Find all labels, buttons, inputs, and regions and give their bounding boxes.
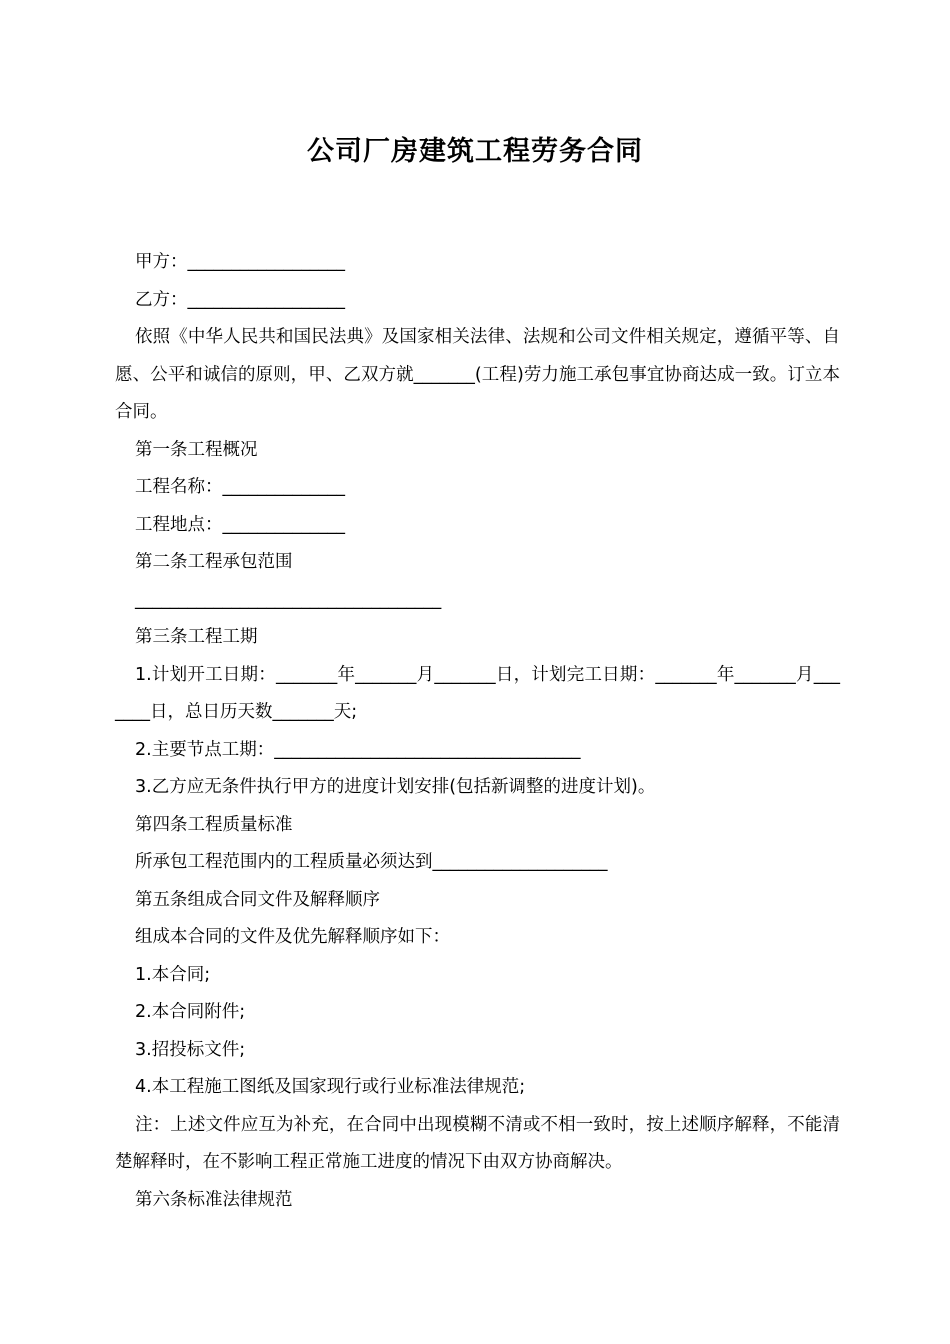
article-4-heading: 第四条工程质量标准 (135, 814, 293, 835)
schedule-dates-paragraph: 1.计划开工日期：_______年_______月_______日，计划完工日期：_______年_______月_______日，总日历天数_______天; (115, 664, 840, 722)
document-item-2: 2.本合同附件; (135, 1002, 246, 1022)
quality-standard-line: 所承包工程范围内的工程质量必须达到____________________ (135, 852, 608, 872)
note-paragraph: 注：上述文件应互为补充，在合同中出现模糊不清或不相一致时，按上述顺序解释，不能清楚解释时，在不影响工程正常施工进度的情况下由双方协商解决。 (115, 1114, 840, 1172)
project-location-line: 工程地点：______________ (135, 514, 345, 535)
preamble-paragraph: 依照《中华人民共和国民法典》及国家相关法律、法规和公司文件相关规定，遵循平等、自愿、公平和诚信的原则，甲、乙双方就_______(工程)劳力施工承包事宜协商达成一致。订立本合同。 (115, 327, 840, 422)
document-item-4: 4.本工程施工图纸及国家现行或行业标准法律规范; (135, 1077, 526, 1097)
article-1-heading: 第一条工程概况 (135, 439, 258, 460)
milestone-line: 2.主要节点工期：___________________________________ (135, 739, 581, 760)
article-2-heading: 第二条工程承包范围 (135, 552, 293, 572)
article-6-heading: 第六条标准法律规范 (135, 1189, 293, 1210)
article-3-heading: 第三条工程工期 (135, 627, 258, 647)
scope-blank-line: ___________________________________ (135, 589, 442, 610)
schedule-compliance-line: 3.乙方应无条件执行甲方的进度计划安排(包括新调整的进度计划)。 (135, 777, 656, 797)
document-item-1: 1.本合同; (135, 964, 211, 985)
party-a-line: 甲方：__________________ (135, 252, 345, 272)
documents-intro-line: 组成本合同的文件及优先解释顺序如下： (135, 927, 450, 947)
party-b-line: 乙方：__________________ (135, 289, 345, 310)
document-item-3: 3.招投标文件; (135, 1039, 246, 1060)
document-body (115, 244, 840, 1219)
project-name-line: 工程名称：______________ (135, 477, 345, 497)
article-5-heading: 第五条组成合同文件及解释顺序 (135, 889, 380, 910)
document-title: 公司厂房建筑工程劳务合同 (307, 136, 643, 167)
